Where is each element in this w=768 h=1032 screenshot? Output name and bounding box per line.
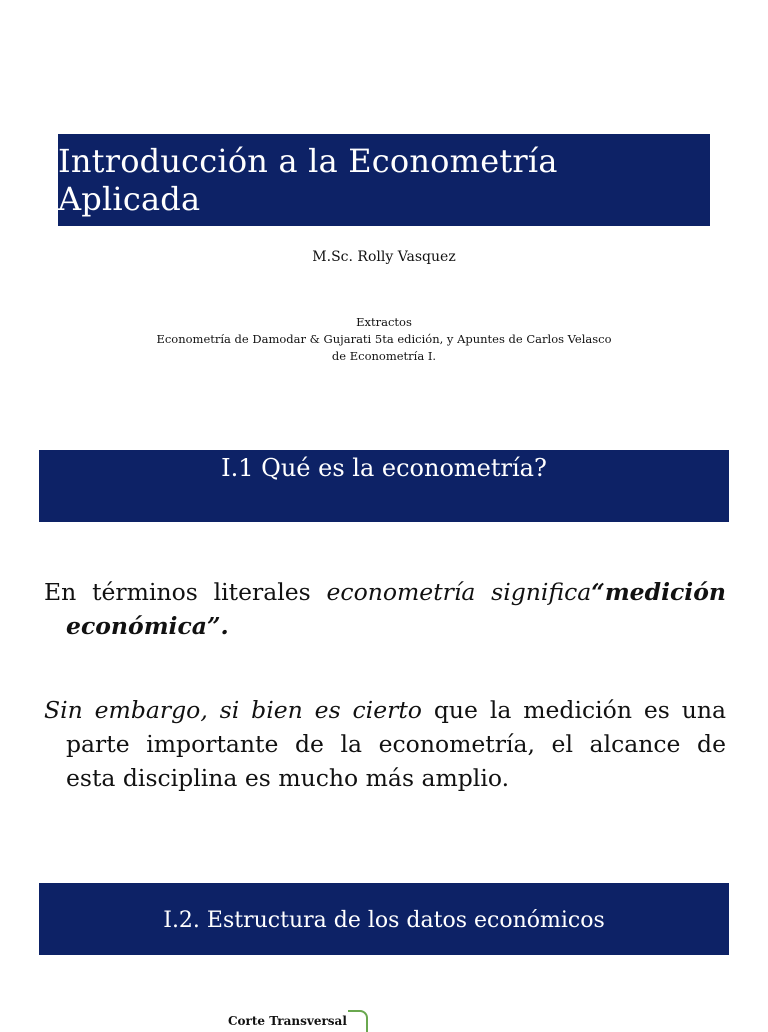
- extractos-block: [0, 314, 768, 365]
- section-2-banner: [39, 883, 729, 955]
- definition-plain-text: En términos literales: [44, 578, 327, 606]
- paragraph-scope-line-2: parte importante de la econometría, el alcance de: [66, 730, 726, 758]
- author: M.Sc. Rolly Vasquez: [312, 249, 456, 265]
- scope-italic-text: Sin embargo, si bien es cierto: [44, 696, 422, 724]
- section-2-heading: I.2. Estructura de los datos económicos: [163, 907, 605, 933]
- bracket-mark: [348, 1010, 368, 1032]
- title-banner: [58, 134, 710, 226]
- paragraph-scope-line-1: [44, 693, 726, 727]
- extractos-heading: Extractos: [356, 315, 412, 329]
- paragraph-scope-line-3: esta disciplina es mucho más amplio.: [66, 764, 510, 792]
- page-title: Introducción a la Econometría Aplicada: [58, 142, 558, 218]
- section-1-banner: [39, 450, 729, 522]
- paragraph-definition: [44, 575, 726, 643]
- next-page-fragment: Corte Transversal: [228, 1014, 347, 1028]
- extractos-line-1: Econometría de Damodar & Gujarati 5ta edición, y Apuntes de Carlos Velasco: [156, 332, 612, 346]
- definition-bold-text-1: “medición: [591, 578, 726, 606]
- section-1-heading: I.1 Qué es la econometría?: [221, 454, 547, 482]
- extractos-line-2: de Econometría I.: [331, 349, 437, 363]
- paragraph-scope: [44, 693, 726, 795]
- scope-rest-text: que la medición es una: [421, 696, 726, 724]
- paragraph-definition-line-1: [44, 575, 726, 609]
- definition-bold-text-2: económica”.: [66, 612, 229, 640]
- definition-italic-text: econometría significa: [326, 578, 592, 606]
